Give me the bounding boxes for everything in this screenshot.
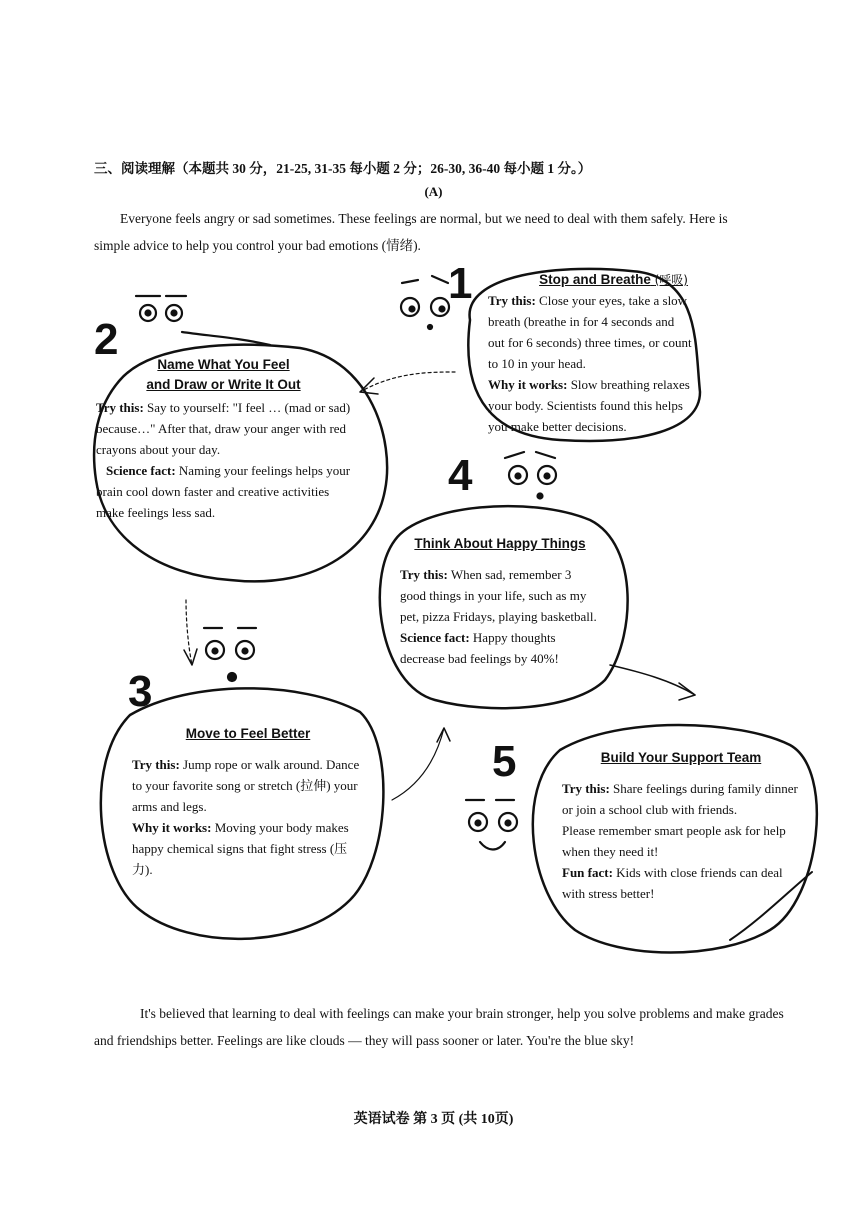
face-3 [204, 628, 256, 681]
tip-number-3: 3 [128, 667, 153, 716]
bubble-1-body [478, 290, 693, 437]
bubble-3-title: Move to Feel Better [185, 726, 311, 741]
bubble-think-about-happy-things [400, 534, 600, 669]
bubble-1-try-label: Try this: [488, 293, 536, 308]
arrow-4-to-5 [610, 665, 695, 695]
bubble-3-fact-text: Moving your body makes happy chemical signs that fight stress (压力). [132, 820, 349, 877]
arrow-3-to-4 [392, 728, 444, 800]
bubble-1-fact-text: Slow breathing relaxes your body. Scientists found this helps you make better decisions. [488, 377, 690, 434]
arrow-2-to-3 [186, 600, 192, 665]
face-2 [136, 296, 270, 345]
bubble-3-try-text: Jump rope or walk around. Dance to your favorite song or stretch (拉伸) your arms and legs. [132, 757, 360, 814]
tip-number-1: 1 [448, 259, 473, 308]
tip-number-2: 2 [94, 315, 119, 364]
face-5 [466, 800, 517, 850]
bubble-3-fact-label: Why it works: [132, 820, 212, 835]
bubble-2-fact-text: Naming your feelings helps your brain cool down faster and creative activities make feelings less sad. [96, 463, 351, 520]
bubble-3-body [132, 754, 364, 880]
bubble-2-body [96, 397, 351, 523]
face-1 [401, 276, 449, 329]
bubble-5-fact-label: Fun fact: [562, 865, 613, 880]
face-4 [505, 452, 556, 499]
bubble-3-try-label: Try this: [132, 757, 180, 772]
bubble-5-body [562, 778, 800, 904]
bubble-build-your-support-team [562, 748, 800, 904]
section-heading: 三、阅读理解（本题共 30 分，21-25, 31-35 每小题 2 分；26-30, 36-40 每小题 1 分。） [94, 161, 592, 176]
bubble-1-title [478, 270, 693, 290]
bubble-2-try-text: Say to yourself: "I feel … (mad or sad) because…" After that, draw your anger with red crayons about your day. [96, 400, 351, 457]
bubble-4-body [400, 564, 600, 669]
bubble-move-to-feel-better [132, 724, 364, 880]
bubble-5-extra-text: Please remember smart people ask for help when they need it! [562, 823, 786, 859]
bubble-2-title-line1: Name What You Feel [157, 357, 290, 372]
bubble-4-fact-label: Science fact: [400, 630, 470, 645]
page-footer: 英语试卷 第 3 页 (共 10页) [353, 1112, 514, 1127]
bubble-1-fact-label: Why it works: [488, 377, 568, 392]
bubble-name-what-you-feel [96, 355, 351, 523]
bubble-5-try-label: Try this: [562, 781, 610, 796]
bubble-2-title-line2: and Draw or Write It Out [146, 377, 301, 392]
bubble-4-try-text: When sad, remember 3 good things in your life, such as my pet, pizza Fridays, playing basketball. [400, 567, 597, 624]
bubble-1-try-text: Close your eyes, take a slow breath (breathe in for 4 seconds and out for 6 seconds) three times, or count to 10 in your head. [488, 293, 692, 371]
bubble-1-title-note: (呼吸) [654, 273, 688, 287]
intro-paragraph: Everyone feels angry or sad sometimes. These feelings are normal, but we need to deal with them safely. Here is simple advice to help you control your bad emotions (情绪). [94, 211, 728, 253]
arrow-1-to-2 [360, 372, 455, 392]
bubble-5-try-text: Share feelings during family dinner or join a school club with friends. [562, 781, 798, 817]
bubble-4-fact-text: Happy thoughts decrease bad feelings by 40%! [400, 630, 559, 666]
bubble-stop-and-breathe [478, 270, 693, 437]
bubble-4-title: Think About Happy Things [414, 536, 586, 551]
passage-label: (A) [424, 184, 443, 199]
tip-number-4: 4 [448, 451, 473, 500]
bubble-2-fact-label: Science fact: [106, 463, 176, 478]
tip-number-5: 5 [492, 737, 517, 786]
bubble-5-title: Build Your Support Team [600, 750, 762, 765]
bubble-2-try-label: Try this: [96, 400, 144, 415]
bubble-5-fact-text: Kids with close friends can deal with stress better! [562, 865, 783, 901]
bubble-1-title-text: Stop and Breathe [539, 272, 651, 287]
bubble-4-try-label: Try this: [400, 567, 448, 582]
conclusion-paragraph: It's believed that learning to deal with feelings can make your brain stronger, help you solve problems and make grades and friendships better. Feelings are like clouds — they will pass sooner or later. You're the blue sky! [94, 1006, 784, 1048]
